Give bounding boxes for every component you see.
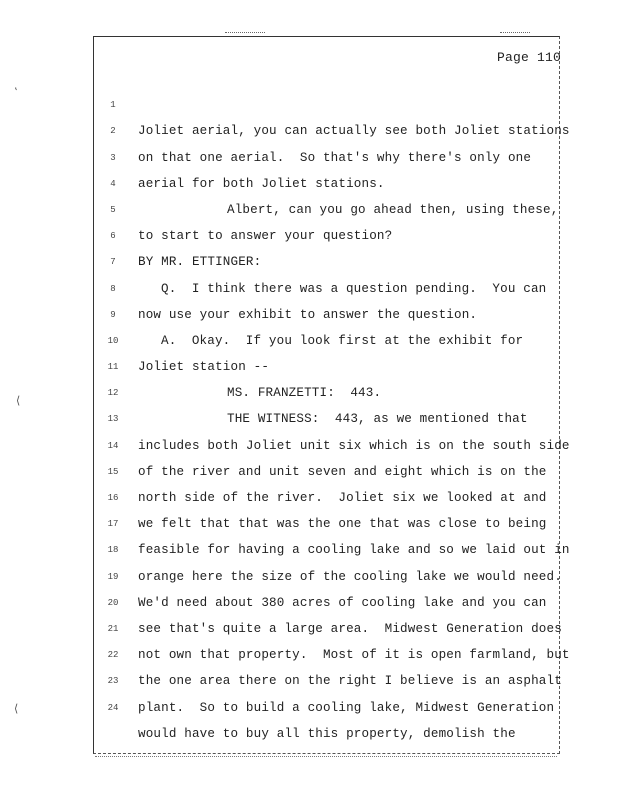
line-text: not own that property. Most of it is open farmland, but <box>138 648 570 663</box>
line-number: 9 <box>110 309 116 320</box>
line-text: plant. So to build a cooling lake, Midwest Generation <box>138 700 555 715</box>
line-number: 10 <box>107 335 119 346</box>
line-number: 8 <box>110 283 116 294</box>
line-text: we felt that that was the one that was close to being <box>138 517 547 532</box>
margin-punch-mark: ⟨ <box>16 394 21 407</box>
line-text: Q. I think there was a question pending. You can <box>161 281 547 296</box>
line-number: 1 <box>110 100 116 111</box>
line-text: of the river and unit seven and eight which is on the <box>138 464 547 479</box>
line-number: 21 <box>107 623 119 634</box>
line-text: A. Okay. If you look first at the exhibit for <box>161 333 524 348</box>
line-text: BY MR. ETTINGER: <box>138 255 262 270</box>
line-text: see that's quite a large area. Midwest Generation does <box>138 621 562 636</box>
line-number: 4 <box>110 178 116 189</box>
scan-edge-mark <box>500 32 530 35</box>
line-text: Joliet station -- <box>138 360 270 375</box>
line-text: aerial for both Joliet stations. <box>138 176 385 191</box>
line-text: to start to answer your question? <box>138 229 393 244</box>
scan-bottom-edge <box>95 756 557 757</box>
line-text: THE WITNESS: 443, as we mentioned that <box>227 412 528 427</box>
line-text: would have to buy all this property, demolish the <box>138 726 516 741</box>
line-number: 11 <box>107 362 119 373</box>
line-text: on that one aerial. So that's why there's only one <box>138 150 532 165</box>
line-number: 20 <box>107 597 119 608</box>
line-number: 18 <box>107 545 119 556</box>
line-number: 22 <box>107 650 119 661</box>
line-text: feasible for having a cooling lake and so we laid out in <box>138 543 570 558</box>
line-number: 3 <box>110 152 116 163</box>
line-text: We'd need about 380 acres of cooling lake and you can <box>138 595 547 610</box>
page-number: Page 110 <box>497 50 562 65</box>
scan-edge-mark <box>225 32 265 35</box>
line-text: Albert, can you go ahead then, using these, <box>227 202 559 217</box>
transcript-line <box>96 66 570 139</box>
line-number: 23 <box>107 676 119 687</box>
line-number: 19 <box>107 571 119 582</box>
line-number: 12 <box>107 388 119 399</box>
line-text: MS. FRANZETTI: 443. <box>227 386 382 401</box>
line-number: 24 <box>107 702 119 713</box>
line-number: 15 <box>107 466 119 477</box>
line-text: north side of the river. Joliet six we looked at and <box>138 491 547 506</box>
line-number: 2 <box>110 126 116 137</box>
line-number: 5 <box>110 204 116 215</box>
line-number: 6 <box>110 231 116 242</box>
line-text: now use your exhibit to answer the question. <box>138 307 478 322</box>
line-number: 14 <box>107 440 119 451</box>
line-number: 13 <box>107 414 119 425</box>
line-number: 16 <box>107 493 119 504</box>
line-text: the one area there on the right I believe is an asphalt <box>138 674 562 689</box>
line-text: orange here the size of the cooling lake we would need. <box>138 569 562 584</box>
margin-punch-mark: ʽ <box>14 86 18 99</box>
margin-punch-mark: ⟨ <box>14 702 19 715</box>
line-text: Joliet aerial, you can actually see both Joliet stations <box>138 124 570 139</box>
line-number: 7 <box>110 257 116 268</box>
line-text: includes both Joliet unit six which is on the south side <box>138 438 570 453</box>
transcript-lines <box>96 66 570 741</box>
line-number: 17 <box>107 519 119 530</box>
